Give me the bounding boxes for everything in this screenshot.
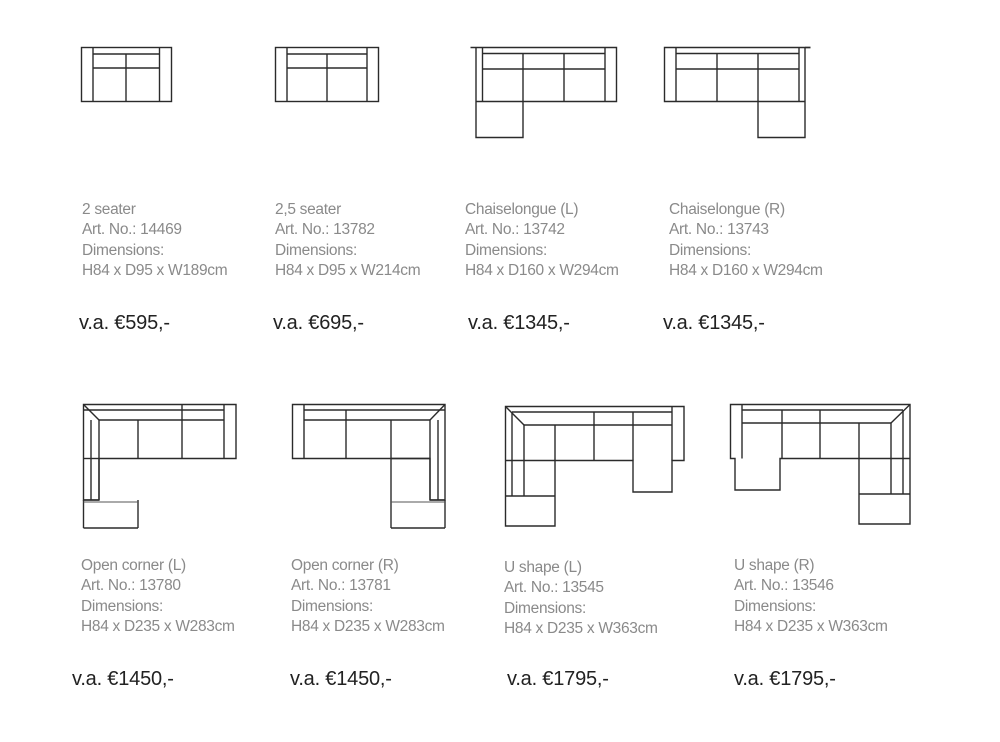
article-number: Art. No.: 13743 [669, 221, 769, 239]
article-number: Art. No.: 13780 [81, 577, 181, 595]
dimensions-value: H84 x D95 x W189cm [82, 261, 228, 279]
dimensions-label: Dimensions: [465, 241, 547, 259]
product-name: 2,5 seater [275, 201, 341, 218]
price: v.a. €1795,- [734, 668, 836, 690]
article-number: Art. No.: 13782 [275, 221, 375, 239]
sofa-chaiselongue-r-diagram [664, 47, 812, 139]
dimensions-label: Dimensions: [669, 241, 751, 259]
sofa-u-shape-r-diagram [730, 404, 912, 526]
product-info [465, 200, 619, 281]
product-info [275, 200, 420, 281]
product-info [504, 558, 658, 639]
product-info [82, 200, 227, 281]
price: v.a. €1345,- [663, 312, 765, 334]
price: v.a. €1450,- [72, 668, 174, 690]
price: v.a. €1795,- [507, 668, 609, 690]
product-info [81, 556, 235, 637]
dimensions-label: Dimensions: [82, 241, 164, 259]
sofa-2-seater-diagram [81, 47, 173, 103]
product-name: 2 seater [82, 201, 136, 218]
sofa-2-5-seater-diagram [275, 47, 381, 103]
dimensions-label: Dimensions: [275, 241, 357, 259]
product-name: Open corner (L) [81, 557, 186, 574]
sofa-chaiselongue-l-diagram [470, 47, 618, 139]
dimensions-value: H84 x D160 x W294cm [465, 261, 619, 279]
article-number: Art. No.: 14469 [82, 221, 182, 239]
article-number: Art. No.: 13545 [504, 579, 604, 597]
dimensions-value: H84 x D95 x W214cm [275, 261, 421, 279]
dimensions-value: H84 x D235 x W363cm [504, 619, 658, 637]
sofa-open-corner-r-diagram [292, 404, 448, 530]
dimensions-label: Dimensions: [81, 597, 163, 615]
product-name: Chaiselongue (R) [669, 201, 785, 218]
dimensions-label: Dimensions: [291, 597, 373, 615]
product-name: Chaiselongue (L) [465, 201, 579, 218]
dimensions-value: H84 x D235 x W283cm [291, 617, 445, 635]
dimensions-value: H84 x D235 x W283cm [81, 617, 235, 635]
product-info [291, 556, 445, 637]
product-name: U shape (R) [734, 557, 815, 574]
price: v.a. €595,- [79, 312, 170, 334]
article-number: Art. No.: 13742 [465, 221, 565, 239]
dimensions-label: Dimensions: [504, 599, 586, 617]
dimensions-value: H84 x D160 x W294cm [669, 261, 823, 279]
dimensions-value: H84 x D235 x W363cm [734, 617, 888, 635]
price: v.a. €1345,- [468, 312, 570, 334]
price: v.a. €1450,- [290, 668, 392, 690]
dimensions-label: Dimensions: [734, 597, 816, 615]
price: v.a. €695,- [273, 312, 364, 334]
sofa-open-corner-l-diagram [83, 404, 239, 530]
product-info [734, 556, 888, 637]
sofa-u-shape-l-diagram [505, 406, 687, 528]
product-info [669, 200, 823, 281]
product-name: Open corner (R) [291, 557, 399, 574]
article-number: Art. No.: 13781 [291, 577, 391, 595]
product-name: U shape (L) [504, 559, 582, 576]
article-number: Art. No.: 13546 [734, 577, 834, 595]
